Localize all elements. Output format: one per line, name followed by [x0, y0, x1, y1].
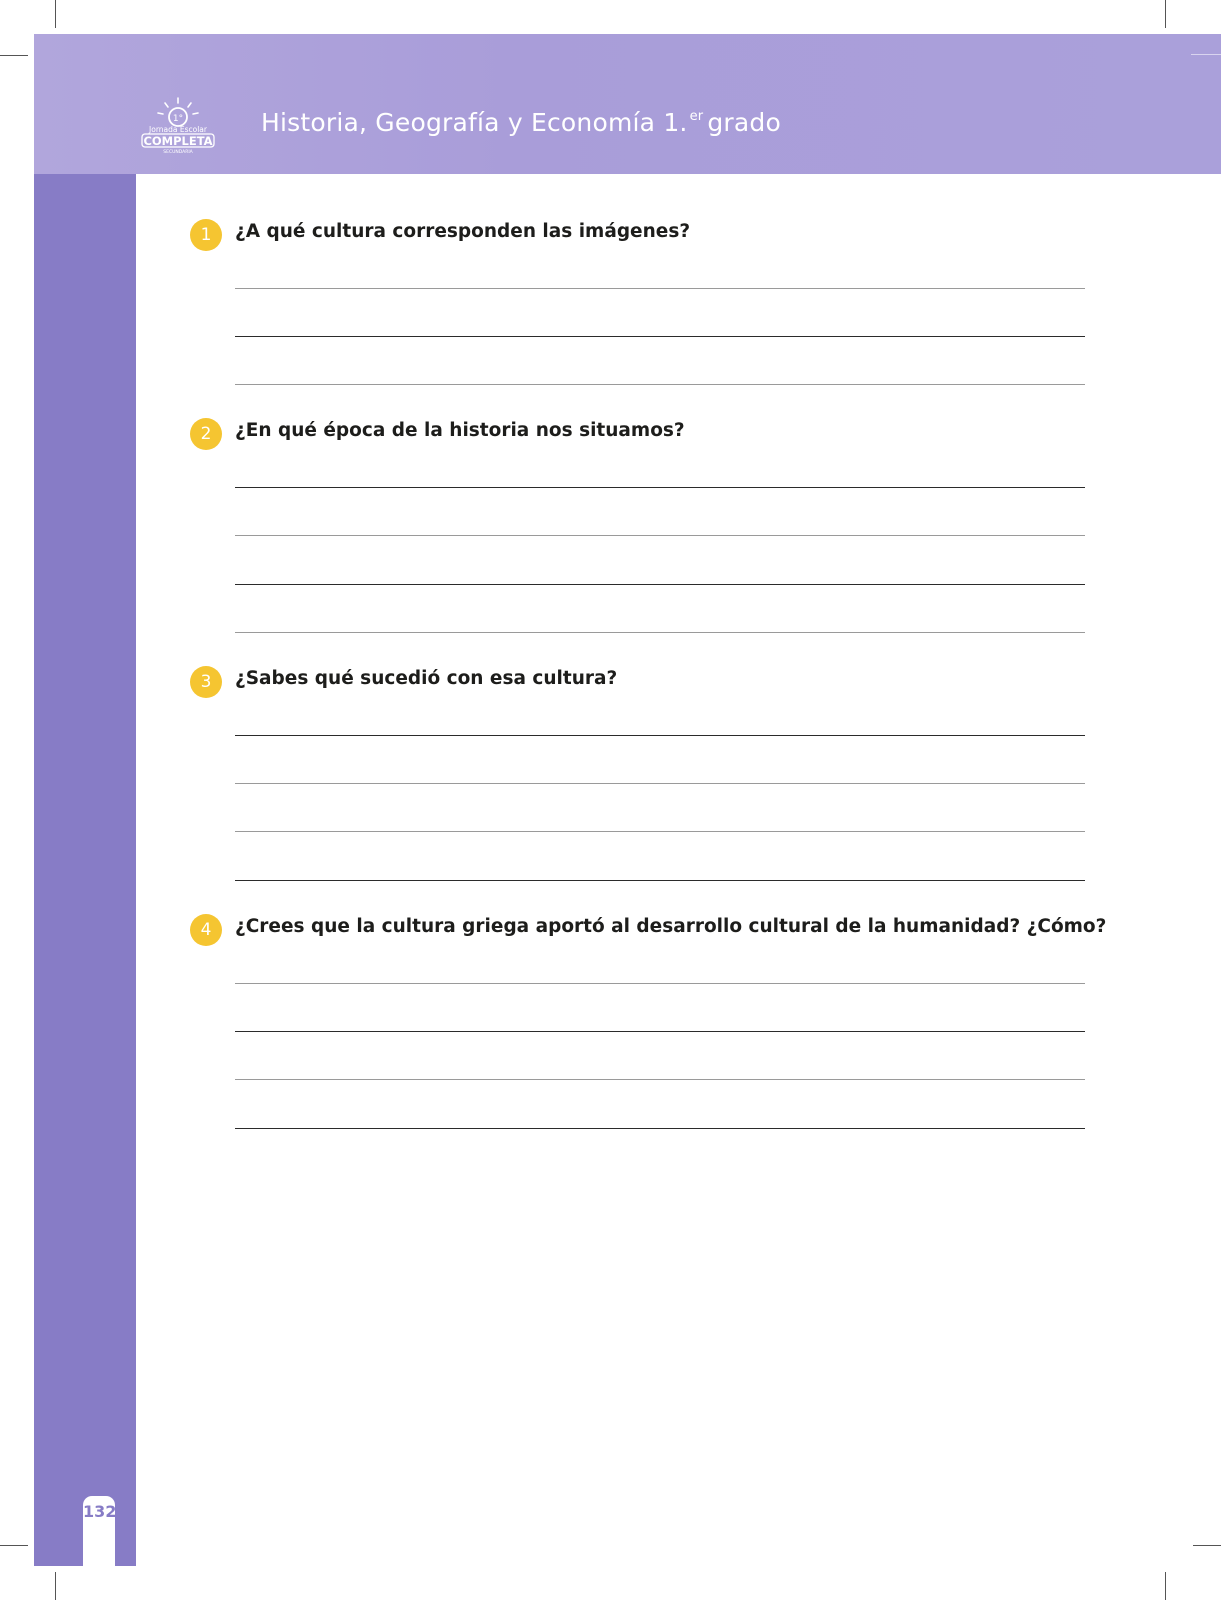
page-title-end: grado: [707, 108, 781, 137]
logo-text-top: Jornada Escolar: [149, 125, 207, 134]
question-number-badge: 1: [190, 219, 222, 251]
crop-mark-left-bottom: [0, 1545, 28, 1546]
answer-line[interactable]: [235, 336, 1085, 337]
logo-text-main: COMPLETA: [143, 134, 213, 148]
answer-line[interactable]: [235, 831, 1085, 832]
question-text: ¿En qué época de la historia nos situamos?: [235, 420, 685, 441]
header-accent-line: [1191, 54, 1221, 55]
answer-line[interactable]: [235, 632, 1085, 633]
question-number-badge: 3: [190, 666, 222, 698]
answer-line[interactable]: [235, 880, 1085, 881]
svg-text:1°: 1°: [172, 114, 184, 124]
question-text: ¿A qué cultura corresponden las imágenes?: [235, 221, 691, 242]
page-title: [261, 108, 781, 137]
answer-line[interactable]: [235, 783, 1085, 784]
answer-line[interactable]: [235, 535, 1085, 536]
crop-mark-top-right: [1165, 0, 1166, 28]
question-number-badge: 2: [190, 418, 222, 450]
crop-mark-right-bottom: [1193, 1545, 1221, 1546]
page-title-main: Historia, Geografía y Economía 1.: [261, 108, 688, 137]
answer-line[interactable]: [235, 735, 1085, 736]
answer-line[interactable]: [235, 1031, 1085, 1032]
question-text: ¿Sabes qué sucedió con esa cultura?: [235, 668, 618, 689]
crop-mark-bottom-right: [1165, 1572, 1166, 1600]
question-number-badge: 4: [190, 914, 222, 946]
logo-text-bottom: SECUNDARIA: [163, 150, 193, 155]
sidebar-band: [34, 174, 136, 1566]
answer-line[interactable]: [235, 288, 1085, 289]
jornada-escolar-completa-logo: [138, 94, 218, 156]
answer-line[interactable]: [235, 1079, 1085, 1080]
answer-line[interactable]: [235, 487, 1085, 488]
answer-line[interactable]: [235, 983, 1085, 984]
page-title-superscript: er: [689, 109, 704, 124]
crop-mark-left-top: [0, 55, 28, 56]
question-text: ¿Crees que la cultura griega aportó al desarrollo cultural de la humanidad? ¿Cómo?: [235, 916, 1107, 937]
crop-mark-top-left: [55, 0, 56, 28]
answer-line[interactable]: [235, 384, 1085, 385]
page-number: 132: [83, 1502, 117, 1521]
answer-line[interactable]: [235, 1128, 1085, 1129]
crop-mark-bottom-left: [55, 1572, 56, 1600]
answer-line[interactable]: [235, 584, 1085, 585]
